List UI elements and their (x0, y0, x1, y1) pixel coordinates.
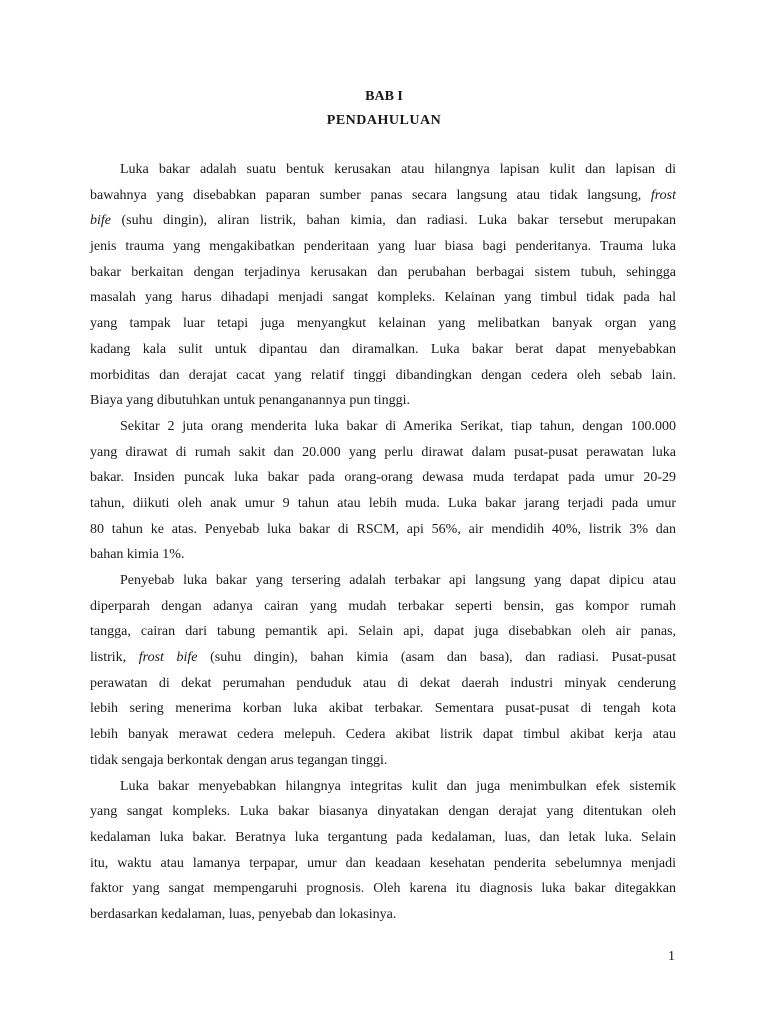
text-run: tangga, cairan dari tabung pemantik api. Selain api, dapat juga disebabkan oleh air panas, (90, 624, 676, 640)
text-run: Luka bakar menyebabkan hilangnya integritas kulit dan juga menimbulkan efek sistemik (120, 778, 676, 794)
text-line (90, 208, 676, 234)
text-line (90, 183, 676, 209)
italic-text: bife (90, 213, 111, 229)
text-run: yang tampak luar tetapi juga menyangkut kelainan yang melibatkan banyak organ yang (90, 316, 676, 332)
text-line (90, 260, 676, 286)
text-run: tahun, diikuti oleh anak umur 9 tahun atau lebih muda. Luka bakar jarang terjadi pada umur (90, 495, 676, 511)
text-line (90, 594, 676, 620)
text-run: masalah yang harus dihadapi menjadi sangat kompleks. Kelainan yang timbul tidak pada hal (90, 290, 676, 306)
paragraph (90, 157, 676, 414)
text-line (90, 851, 676, 877)
text-line (90, 517, 676, 543)
text-run: 80 tahun ke atas. Penyebab luka bakar di RSCM, api 56%, air mendidih 40%, listrik 3% dan (90, 521, 676, 537)
text-run: itu, waktu atau lamanya terpapar, umur dan keadaan kesehatan penderita sebelumnya menjadi (90, 855, 676, 871)
page-number: 1 (668, 949, 675, 964)
paragraph (90, 774, 676, 928)
text-run: tidak sengaja berkontak dengan arus tegangan tinggi. (90, 752, 388, 768)
text-run: bakar berkaitan dengan terjadinya kerusakan dan perubahan berbagai sistem tubuh, sehingga (90, 264, 676, 280)
text-line (90, 363, 676, 389)
text-run: bahan kimia 1%. (90, 547, 185, 563)
text-run: perawatan di dekat perumahan penduduk atau di dekat daerah industri minyak cenderung (90, 675, 676, 691)
text-run: yang dirawat di rumah sakit dan 20.000 yang perlu dirawat dalam pusat-pusat perawatan luka (90, 444, 676, 460)
text-run: Sekitar 2 juta orang menderita luka bakar di Amerika Serikat, tiap tahun, dengan 100.000 (120, 418, 676, 434)
text-line (90, 568, 676, 594)
body-text (90, 157, 676, 928)
text-line (90, 157, 676, 183)
text-line (90, 337, 676, 363)
text-run: Biaya yang dibutuhkan untuk penanganannya pun tinggi. (90, 393, 410, 409)
text-line (90, 696, 676, 722)
text-line (90, 440, 676, 466)
text-run: lebih sering menerima korban luka akibat terbakar. Sementara pusat-pusat di tengah kota (90, 701, 676, 717)
text-run: lebih banyak merawat cedera melepuh. Cedera akibat listrik dapat timbul akibat kerja atau (90, 727, 676, 743)
text-line (90, 825, 676, 851)
paragraph (90, 568, 676, 774)
text-run: faktor yang sangat mempengaruhi prognosis. Oleh karena itu diagnosis luka bakar ditegakkan (90, 881, 676, 897)
chapter-title: PENDAHULUAN (326, 113, 442, 128)
paragraph (90, 414, 676, 568)
text-line (90, 311, 676, 337)
text-line (90, 234, 676, 260)
text-run: diperparah dengan adanya cairan yang mudah terbakar seperti bensin, gas kompor rumah (90, 598, 676, 614)
text-run: berdasarkan kedalaman, luas, penyebab dan lokasinya. (90, 906, 397, 922)
text-line (90, 645, 676, 671)
text-line (90, 671, 676, 697)
chapter-heading: BAB I (365, 89, 403, 104)
text-line (90, 465, 676, 491)
text-line (90, 285, 676, 311)
text-run: kedalaman luka bakar. Beratnya luka tergantung pada kedalaman, luas, dan letak luka. Selain (90, 829, 676, 845)
text-run: Penyebab luka bakar yang tersering adalah terbakar api langsung yang dapat dipicu atau (120, 573, 676, 588)
text-run: kadang kala sulit untuk dipantau dan diramalkan. Luka bakar berat dapat menyebabkan (90, 341, 676, 357)
text-line (90, 774, 676, 800)
italic-text: frost bife (138, 650, 198, 666)
text-line (90, 388, 676, 414)
text-run: yang sangat kompleks. Luka bakar biasanya dinyatakan dengan derajat yang ditentukan oleh (90, 804, 676, 820)
text-run: bawahnya yang disebabkan paparan sumber panas secara langsung atau tidak langsung, (90, 187, 651, 203)
text-line (90, 748, 676, 774)
text-line (90, 902, 676, 928)
text-run: morbiditas dan derajat cacat yang relatif tinggi dibandingkan dengan cedera oleh sebab lain. (90, 367, 676, 383)
text-line (90, 799, 676, 825)
text-line (90, 876, 676, 902)
text-line (90, 542, 676, 568)
text-line (90, 414, 676, 440)
text-run: (suhu dingin), aliran listrik, bahan kimia, dan radiasi. Luka bakar tersebut merupakan (111, 213, 676, 229)
text-run: Luka bakar adalah suatu bentuk kerusakan atau hilangnya lapisan kulit dan lapisan di (120, 162, 676, 177)
text-line (90, 722, 676, 748)
text-line (90, 619, 676, 645)
text-run: (suhu dingin), bahan kimia (asam dan basa), dan radiasi. Pusat-pusat (197, 650, 677, 666)
text-run: listrik, (90, 650, 139, 666)
text-run: jenis trauma yang mengakibatkan penderitaan yang luar biasa bagi penderitanya. Trauma luka (90, 239, 676, 255)
text-run: bakar. Insiden puncak luka bakar pada orang-orang dewasa muda terdapat pada umur 20-29 (90, 470, 676, 486)
italic-text: frost (650, 187, 676, 203)
text-line (90, 491, 676, 517)
